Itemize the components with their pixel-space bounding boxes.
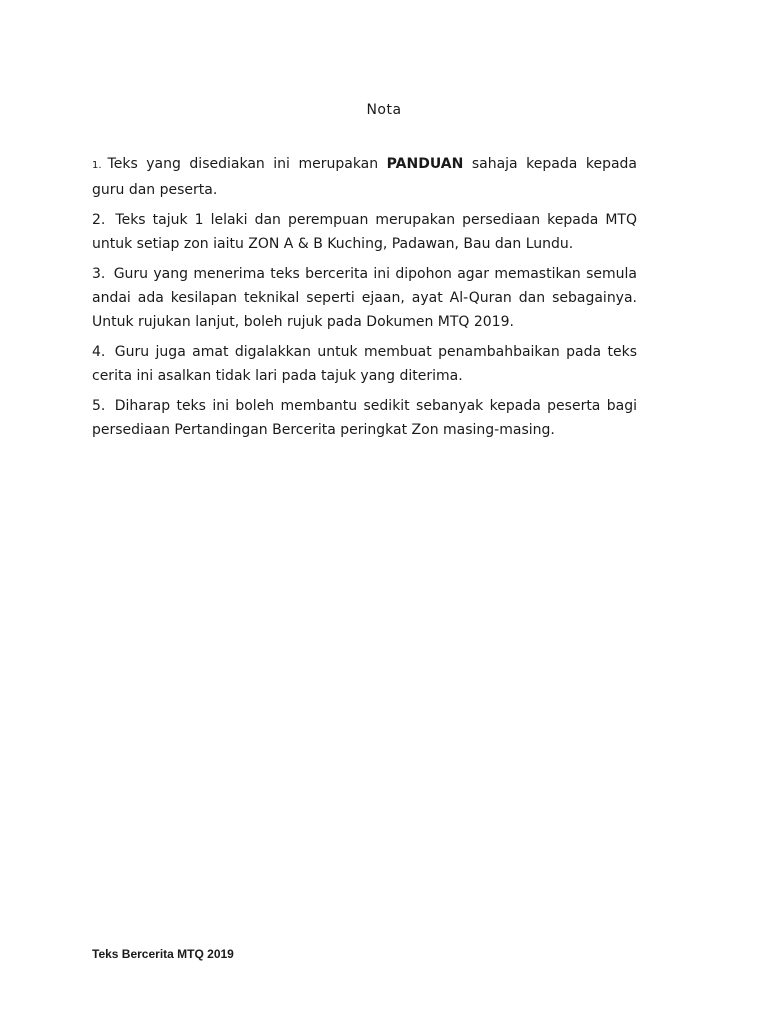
note-item-3: [92, 262, 637, 334]
note-text: Teks yang disediakan ini merupakan: [107, 156, 387, 172]
note-item-1: [92, 152, 637, 202]
note-text: Guru juga amat digalakkan untuk membuat penambahbaikan pada teks cerita ini asalkan tidak lari pada tajuk yang diterima.: [92, 344, 637, 384]
page-footer: Teks Bercerita MTQ 2019: [92, 947, 234, 961]
note-text: Diharap teks ini boleh membantu sedikit sebanyak kepada peserta bagi persediaan Pertandingan Bercerita peringkat Zon masing-masing.: [92, 398, 638, 438]
note-text: sahaja kepada kepada guru dan peserta.: [92, 156, 637, 198]
note-number: 3.: [92, 266, 106, 282]
notes-list: [92, 152, 637, 448]
note-text: Guru yang menerima teks bercerita ini dipohon agar memastikan semula andai ada kesilapan teknikal seperti ejaan, ayat Al-Quran dan sebagainya. Untuk rujukan lanjut, boleh rujuk pada Dokumen MTQ 2019.: [92, 266, 637, 330]
note-item-2: [92, 208, 637, 256]
note-number: 4.: [92, 344, 106, 360]
note-number: 5.: [92, 398, 106, 414]
page-title: Nota: [366, 102, 402, 118]
note-item-4: [92, 340, 637, 388]
note-number: 1.: [92, 160, 102, 171]
note-text: Teks tajuk 1 lelaki dan perempuan merupakan persediaan kepada MTQ untuk setiap zon iaitu ZON A & B Kuching, Padawan, Bau dan Lundu.: [92, 212, 637, 252]
note-item-5: [92, 394, 637, 442]
note-number: 2.: [92, 212, 106, 228]
note-emphasis: PANDUAN: [386, 156, 464, 172]
